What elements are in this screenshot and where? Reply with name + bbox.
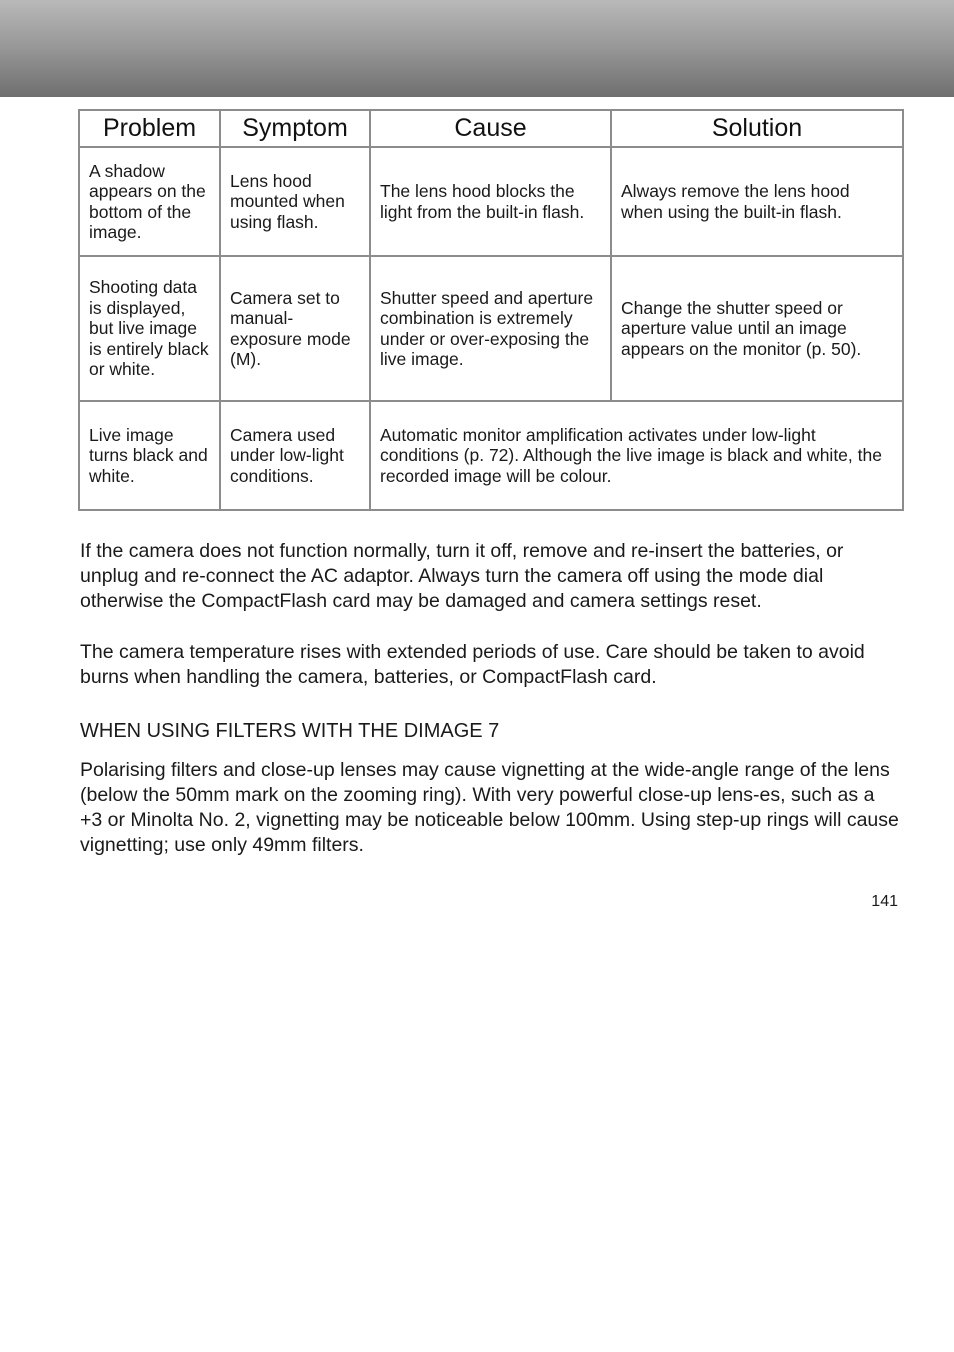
filters-heading: WHEN USING FILTERS WITH THE DIMAGE 7 <box>80 720 500 742</box>
cell-symptom: Camera set to manual-exposure mode (M). <box>220 256 370 401</box>
table-header-row <box>79 110 903 147</box>
temperature-paragraph: The camera temperature rises with extended periods of use. Care should be taken to avoid burns when handling the camera, batteries, or CompactFlash card. <box>80 641 865 688</box>
cell-problem: A shadow appears on the bottom of the image. <box>79 147 220 256</box>
header-symptom: Symptom <box>220 110 370 147</box>
header-solution: Solution <box>611 110 903 147</box>
cell-cause: The lens hood blocks the light from the built-in flash. <box>370 147 611 256</box>
cell-symptom: Camera used under low-light conditions. <box>220 401 370 510</box>
header-problem: Problem <box>79 110 220 147</box>
cell-symptom: Lens hood mounted when using flash. <box>220 147 370 256</box>
cell-problem: Shooting data is displayed, but live image is entirely black or white. <box>79 256 220 401</box>
troubleshooting-table <box>78 109 904 511</box>
cell-problem: Live image turns black and white. <box>79 401 220 510</box>
table-row <box>79 256 903 401</box>
header-band <box>0 0 954 97</box>
page-number: 141 <box>871 893 898 910</box>
cell-solution: Always remove the lens hood when using the built-in flash. <box>611 147 903 256</box>
header-cause: Cause <box>370 110 611 147</box>
malfunction-paragraph: If the camera does not function normally, turn it off, remove and re-insert the batteries, or unplug and re-connect the AC adaptor. Always turn the camera off using the mode dial otherwise the CompactFlash card may be damaged and camera settings reset. <box>80 540 844 612</box>
table-row <box>79 147 903 256</box>
filters-paragraph: Polarising filters and close-up lenses may cause vignetting at the wide-angle range of the lens (below the 50mm mark on the zooming ring). With very powerful close-up lens-es, such as a +3 or Minolta No. 2, vignetting may be noticeable below 100mm. Using step-up rings will cause vignetting; use only 49mm filters. <box>80 759 899 856</box>
cell-cause: Shutter speed and aperture combination is extremely under or over-exposing the live image. <box>370 256 611 401</box>
cell-solution: Change the shutter speed or aperture value until an image appears on the monitor (p. 50). <box>611 256 903 401</box>
table-row <box>79 401 903 510</box>
cell-cause-solution: Automatic monitor amplification activates under low-light conditions (p. 72). Although the live image is black and white, the recorded image will be colour. <box>370 401 903 510</box>
